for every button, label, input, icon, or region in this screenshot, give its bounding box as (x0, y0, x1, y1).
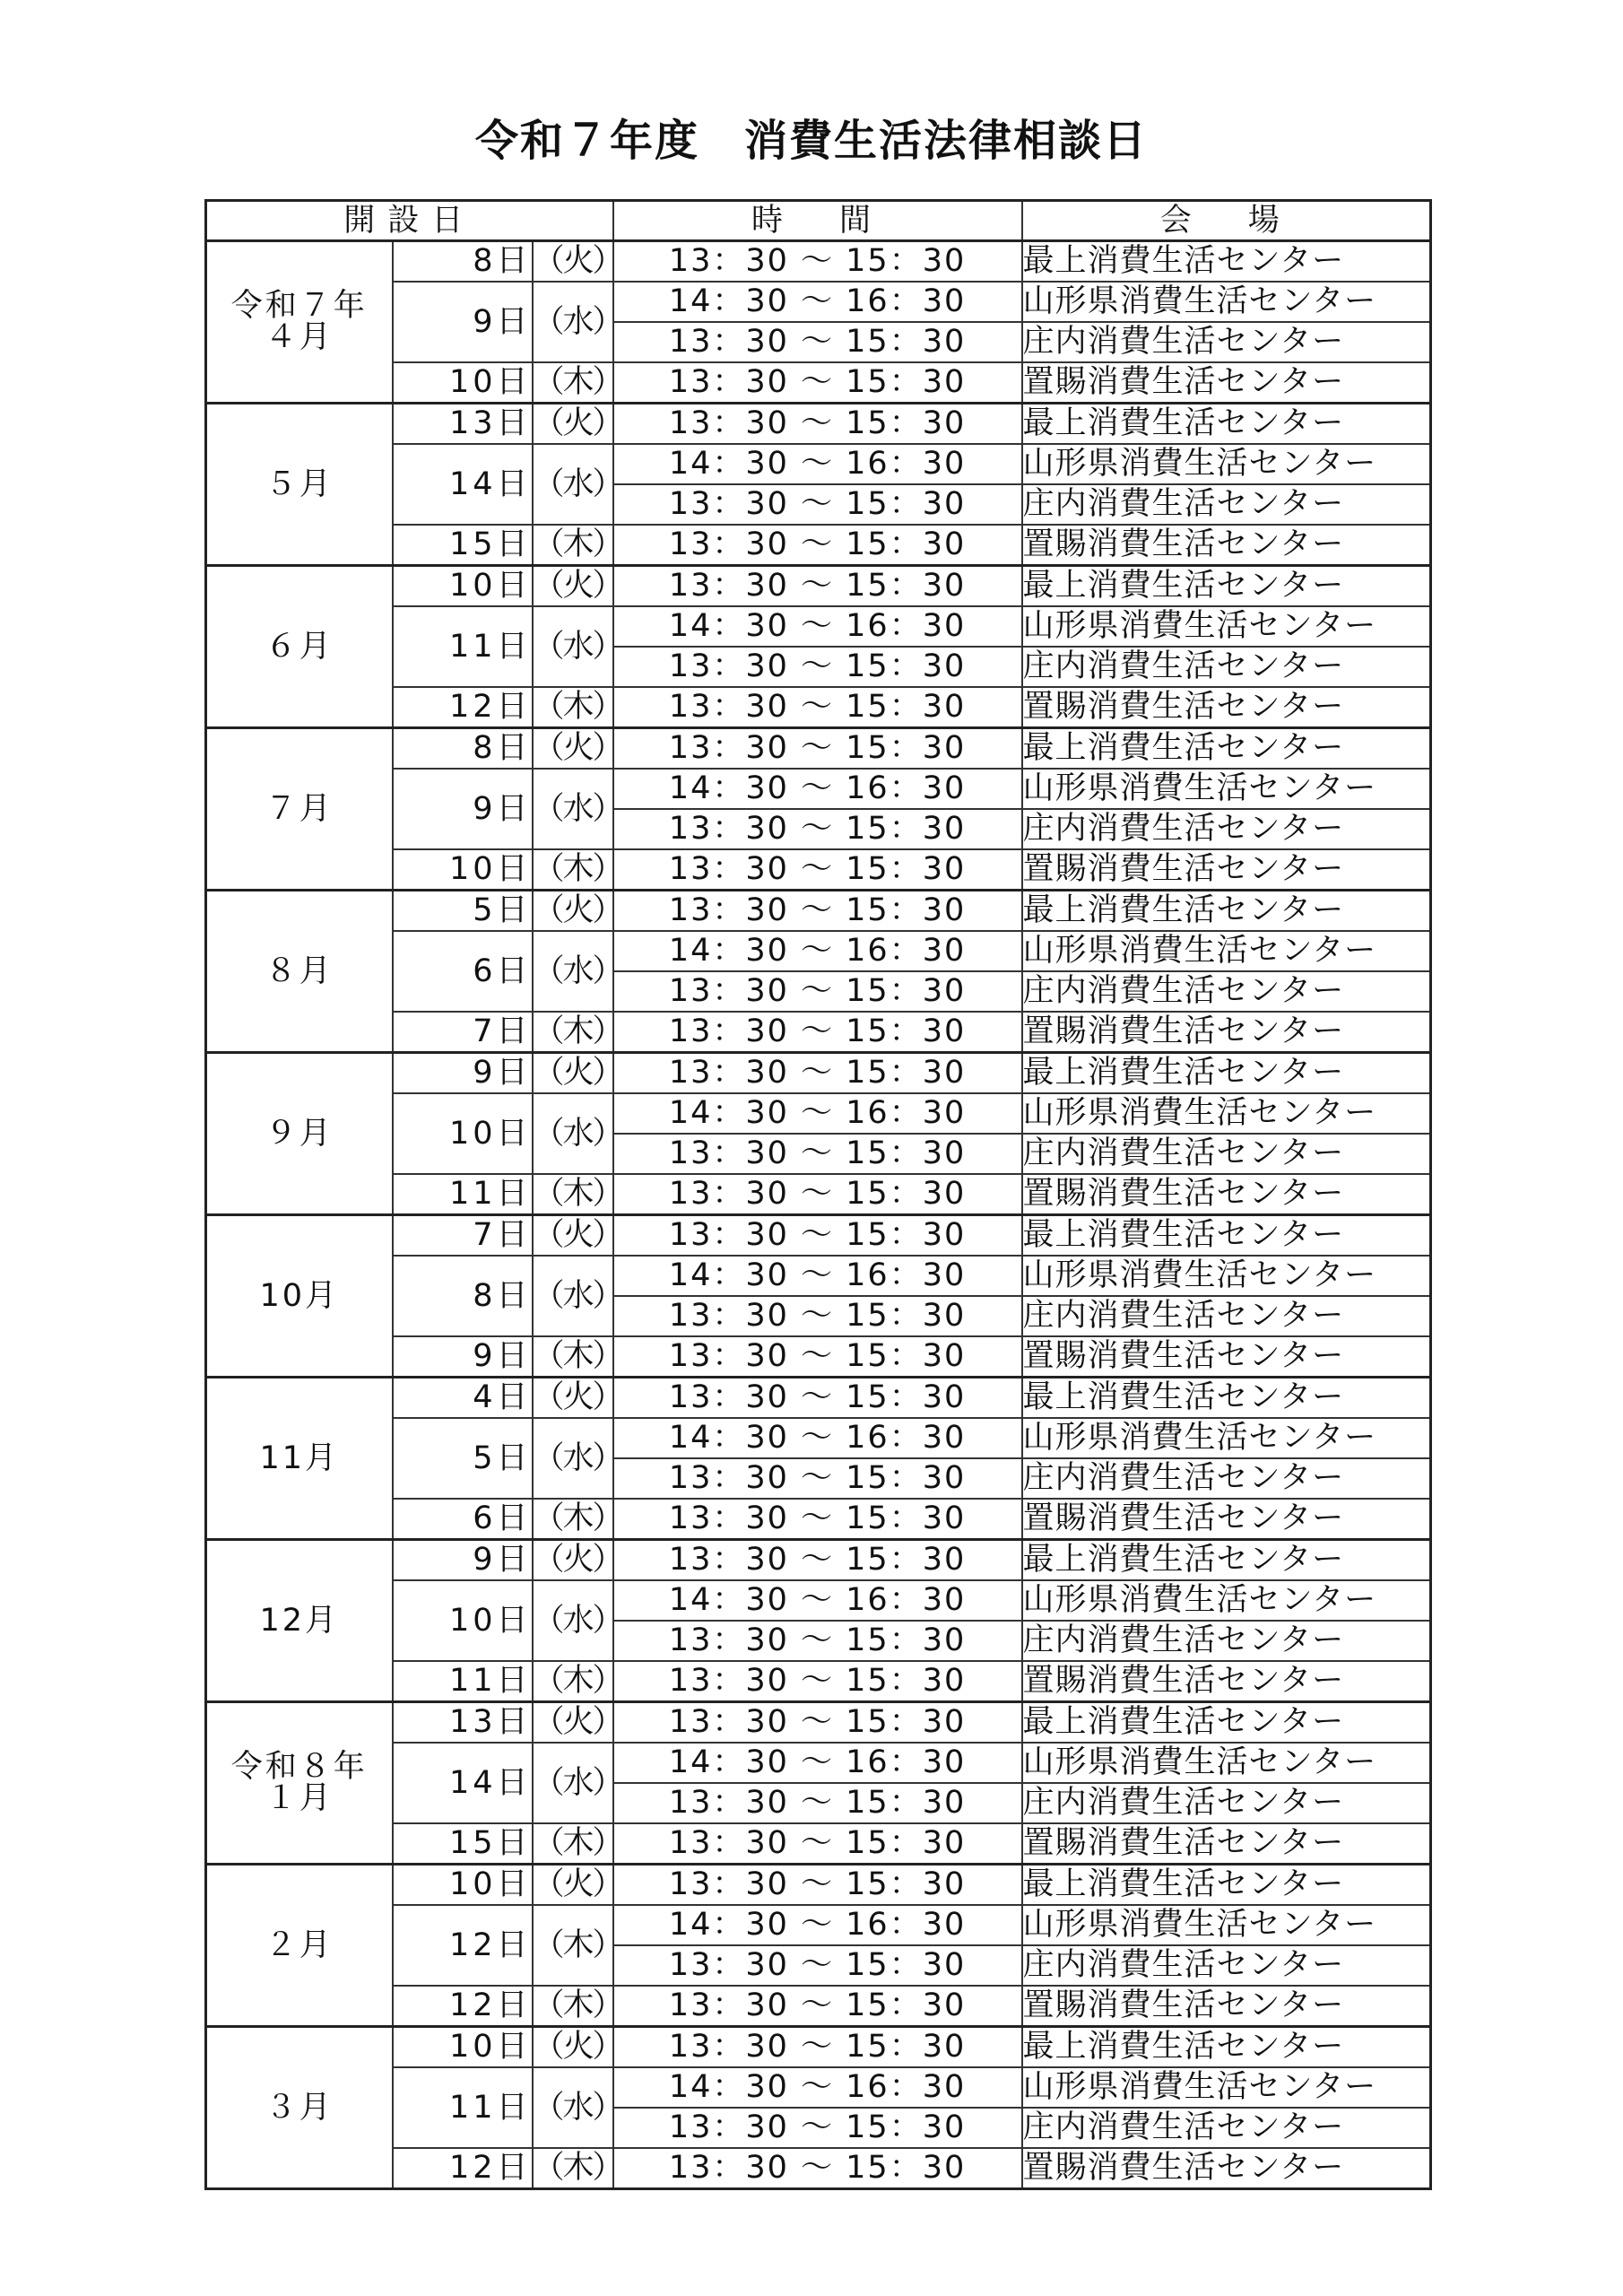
weekday-cell: （木） (533, 2148, 613, 2189)
time-cell: 13：30 ～ 15：30 (613, 1823, 1022, 1865)
time-cell: 13：30 ～ 15：30 (613, 566, 1022, 607)
day-cell: 12日 (393, 1986, 533, 2027)
day-cell: 9日 (393, 282, 533, 362)
venue-cell: 最上消費生活センター (1022, 728, 1431, 770)
day-cell: 13日 (393, 1702, 533, 1744)
day-cell: 4日 (393, 1378, 533, 1419)
time-cell: 13：30 ～ 15：30 (613, 404, 1022, 445)
month-label: ９月 (206, 1053, 393, 1215)
schedule-body (206, 241, 1431, 2189)
time-cell: 13：30 ～ 15：30 (613, 525, 1022, 566)
time-cell: 13：30 ～ 15：30 (613, 1621, 1022, 1661)
weekday-cell: （水） (533, 1743, 613, 1823)
time-cell: 13：30 ～ 15：30 (613, 687, 1022, 728)
table-row (206, 1053, 1431, 1094)
day-cell: 11日 (393, 606, 533, 687)
weekday-cell: （火） (533, 1540, 613, 1581)
venue-cell: 庄内消費生活センター (1022, 1621, 1431, 1661)
month-label: ２月 (206, 1865, 393, 2027)
day-cell: 12日 (393, 1905, 533, 1986)
weekday-cell: （火） (533, 2027, 613, 2068)
weekday-cell: （火） (533, 566, 613, 607)
venue-cell: 最上消費生活センター (1022, 1053, 1431, 1094)
venue-cell: 山形県消費生活センター (1022, 444, 1431, 484)
day-cell: 15日 (393, 525, 533, 566)
weekday-cell: （水） (533, 769, 613, 849)
weekday-cell: （水） (533, 931, 613, 1012)
day-cell: 10日 (393, 1865, 533, 1906)
venue-cell: 置賜消費生活センター (1022, 1823, 1431, 1865)
month-label: ７月 (206, 728, 393, 891)
venue-cell: 山形県消費生活センター (1022, 1093, 1431, 1134)
time-cell: 14：30 ～ 16：30 (613, 1905, 1022, 1945)
venue-cell: 置賜消費生活センター (1022, 1661, 1431, 1702)
time-cell: 13：30 ～ 15：30 (613, 1174, 1022, 1215)
venue-cell: 置賜消費生活センター (1022, 362, 1431, 404)
weekday-cell: （木） (533, 1499, 613, 1540)
weekday-cell: （火） (533, 241, 613, 283)
header-date: 開設日 (206, 201, 613, 241)
time-cell: 14：30 ～ 16：30 (613, 1093, 1022, 1134)
weekday-cell: （木） (533, 362, 613, 404)
table-row (206, 566, 1431, 607)
venue-cell: 山形県消費生活センター (1022, 1418, 1431, 1458)
time-cell: 13：30 ～ 15：30 (613, 1661, 1022, 1702)
venue-cell: 庄内消費生活センター (1022, 1458, 1431, 1499)
day-cell: 6日 (393, 931, 533, 1012)
day-cell: 9日 (393, 769, 533, 849)
table-row (206, 1702, 1431, 1744)
time-cell: 13：30 ～ 15：30 (613, 1378, 1022, 1419)
time-cell: 14：30 ～ 16：30 (613, 931, 1022, 971)
weekday-cell: （木） (533, 1661, 613, 1702)
time-cell: 13：30 ～ 15：30 (613, 1053, 1022, 1094)
time-cell: 14：30 ～ 16：30 (613, 606, 1022, 647)
venue-cell: 山形県消費生活センター (1022, 1580, 1431, 1621)
weekday-cell: （火） (533, 1865, 613, 1906)
day-cell: 14日 (393, 444, 533, 525)
venue-cell: 山形県消費生活センター (1022, 2067, 1431, 2108)
day-cell: 10日 (393, 1093, 533, 1174)
time-cell: 13：30 ～ 15：30 (613, 728, 1022, 770)
venue-cell: 庄内消費生活センター (1022, 1134, 1431, 1174)
table-row (206, 1540, 1431, 1581)
day-cell: 10日 (393, 362, 533, 404)
weekday-cell: （木） (533, 1336, 613, 1378)
time-cell: 13：30 ～ 15：30 (613, 322, 1022, 362)
weekday-cell: （木） (533, 849, 613, 891)
venue-cell: 庄内消費生活センター (1022, 484, 1431, 525)
weekday-cell: （火） (533, 728, 613, 770)
month-label: 令和７年 ４月 (206, 241, 393, 404)
weekday-cell: （水） (533, 1418, 613, 1499)
table-row (206, 2027, 1431, 2068)
time-cell: 13：30 ～ 15：30 (613, 1945, 1022, 1986)
day-cell: 5日 (393, 891, 533, 932)
month-label: 11月 (206, 1378, 393, 1540)
time-cell: 13：30 ～ 15：30 (613, 1458, 1022, 1499)
weekday-cell: （木） (533, 1823, 613, 1865)
weekday-cell: （火） (533, 1702, 613, 1744)
weekday-cell: （水） (533, 282, 613, 362)
time-cell: 14：30 ～ 16：30 (613, 444, 1022, 484)
day-cell: 9日 (393, 1053, 533, 1094)
day-cell: 11日 (393, 2067, 533, 2148)
day-cell: 11日 (393, 1174, 533, 1215)
venue-cell: 置賜消費生活センター (1022, 2148, 1431, 2189)
weekday-cell: （火） (533, 891, 613, 932)
day-cell: 6日 (393, 1499, 533, 1540)
venue-cell: 庄内消費生活センター (1022, 322, 1431, 362)
time-cell: 13：30 ～ 15：30 (613, 1296, 1022, 1336)
venue-cell: 最上消費生活センター (1022, 1378, 1431, 1419)
venue-cell: 庄内消費生活センター (1022, 1783, 1431, 1823)
venue-cell: 最上消費生活センター (1022, 241, 1431, 283)
day-cell: 15日 (393, 1823, 533, 1865)
time-cell: 14：30 ～ 16：30 (613, 1418, 1022, 1458)
time-cell: 13：30 ～ 15：30 (613, 2108, 1022, 2148)
venue-cell: 置賜消費生活センター (1022, 687, 1431, 728)
weekday-cell: （水） (533, 2067, 613, 2148)
time-cell: 13：30 ～ 15：30 (613, 809, 1022, 849)
table-row (206, 1215, 1431, 1257)
time-cell: 13：30 ～ 15：30 (613, 647, 1022, 687)
month-label: ６月 (206, 566, 393, 728)
weekday-cell: （水） (533, 1580, 613, 1661)
day-cell: 9日 (393, 1336, 533, 1378)
month-label: ３月 (206, 2027, 393, 2189)
day-cell: 13日 (393, 404, 533, 445)
table-row (206, 1865, 1431, 1906)
time-cell: 13：30 ～ 15：30 (613, 1986, 1022, 2027)
time-cell: 13：30 ～ 15：30 (613, 1499, 1022, 1540)
weekday-cell: （木） (533, 1905, 613, 1986)
venue-cell: 最上消費生活センター (1022, 1215, 1431, 1257)
venue-cell: 山形県消費生活センター (1022, 282, 1431, 322)
venue-cell: 庄内消費生活センター (1022, 1945, 1431, 1986)
day-cell: 7日 (393, 1012, 533, 1053)
venue-cell: 山形県消費生活センター (1022, 1905, 1431, 1945)
consultation-schedule-table (204, 199, 1432, 2190)
day-cell: 14日 (393, 1743, 533, 1823)
time-cell: 13：30 ～ 15：30 (613, 1865, 1022, 1906)
time-cell: 14：30 ～ 16：30 (613, 1256, 1022, 1296)
venue-cell: 山形県消費生活センター (1022, 931, 1431, 971)
weekday-cell: （木） (533, 687, 613, 728)
time-cell: 13：30 ～ 15：30 (613, 849, 1022, 891)
weekday-cell: （水） (533, 606, 613, 687)
header-venue: 会 場 (1022, 201, 1431, 241)
venue-cell: 庄内消費生活センター (1022, 971, 1431, 1012)
day-cell: 10日 (393, 849, 533, 891)
weekday-cell: （水） (533, 1093, 613, 1174)
venue-cell: 最上消費生活センター (1022, 2027, 1431, 2068)
table-row (206, 728, 1431, 770)
time-cell: 13：30 ～ 15：30 (613, 1215, 1022, 1257)
venue-cell: 置賜消費生活センター (1022, 1499, 1431, 1540)
day-cell: 10日 (393, 566, 533, 607)
day-cell: 12日 (393, 2148, 533, 2189)
time-cell: 13：30 ～ 15：30 (613, 891, 1022, 932)
time-cell: 13：30 ～ 15：30 (613, 1012, 1022, 1053)
month-label: 10月 (206, 1215, 393, 1378)
time-cell: 13：30 ～ 15：30 (613, 2148, 1022, 2189)
venue-cell: 山形県消費生活センター (1022, 606, 1431, 647)
day-cell: 11日 (393, 1661, 533, 1702)
venue-cell: 置賜消費生活センター (1022, 849, 1431, 891)
venue-cell: 置賜消費生活センター (1022, 1174, 1431, 1215)
month-label: ８月 (206, 891, 393, 1053)
table-row (206, 241, 1431, 283)
table-row (206, 404, 1431, 445)
weekday-cell: （水） (533, 444, 613, 525)
venue-cell: 山形県消費生活センター (1022, 1256, 1431, 1296)
venue-cell: 庄内消費生活センター (1022, 809, 1431, 849)
day-cell: 8日 (393, 1256, 533, 1336)
weekday-cell: （火） (533, 1215, 613, 1257)
venue-cell: 最上消費生活センター (1022, 1702, 1431, 1744)
table-header-row (206, 201, 1431, 241)
venue-cell: 置賜消費生活センター (1022, 525, 1431, 566)
month-label: ５月 (206, 404, 393, 566)
time-cell: 13：30 ～ 15：30 (613, 241, 1022, 283)
venue-cell: 最上消費生活センター (1022, 1865, 1431, 1906)
time-cell: 14：30 ～ 16：30 (613, 769, 1022, 809)
day-cell: 9日 (393, 1540, 533, 1581)
day-cell: 7日 (393, 1215, 533, 1257)
weekday-cell: （木） (533, 1174, 613, 1215)
time-cell: 14：30 ～ 16：30 (613, 1580, 1022, 1621)
day-cell: 8日 (393, 241, 533, 283)
table-row (206, 891, 1431, 932)
weekday-cell: （火） (533, 1053, 613, 1094)
time-cell: 14：30 ～ 16：30 (613, 1743, 1022, 1783)
day-cell: 10日 (393, 2027, 533, 2068)
time-cell: 13：30 ～ 15：30 (613, 1783, 1022, 1823)
month-label: 令和８年 １月 (206, 1702, 393, 1865)
weekday-cell: （火） (533, 404, 613, 445)
weekday-cell: （木） (533, 1986, 613, 2027)
day-cell: 8日 (393, 728, 533, 770)
time-cell: 13：30 ～ 15：30 (613, 1336, 1022, 1378)
time-cell: 13：30 ～ 15：30 (613, 484, 1022, 525)
time-cell: 13：30 ～ 15：30 (613, 2027, 1022, 2068)
time-cell: 14：30 ～ 16：30 (613, 2067, 1022, 2108)
venue-cell: 最上消費生活センター (1022, 566, 1431, 607)
venue-cell: 山形県消費生活センター (1022, 1743, 1431, 1783)
venue-cell: 庄内消費生活センター (1022, 1296, 1431, 1336)
venue-cell: 置賜消費生活センター (1022, 1336, 1431, 1378)
month-label: 12月 (206, 1540, 393, 1702)
table-row (206, 1378, 1431, 1419)
page-title: 令和７年度 消費生活法律相談日 (474, 116, 1148, 166)
venue-cell: 最上消費生活センター (1022, 1540, 1431, 1581)
time-cell: 13：30 ～ 15：30 (613, 1134, 1022, 1174)
venue-cell: 最上消費生活センター (1022, 404, 1431, 445)
venue-cell: 山形県消費生活センター (1022, 769, 1431, 809)
time-cell: 14：30 ～ 16：30 (613, 282, 1022, 322)
venue-cell: 庄内消費生活センター (1022, 2108, 1431, 2148)
day-cell: 5日 (393, 1418, 533, 1499)
venue-cell: 最上消費生活センター (1022, 891, 1431, 932)
header-time: 時 間 (613, 201, 1022, 241)
weekday-cell: （火） (533, 1378, 613, 1419)
weekday-cell: （木） (533, 525, 613, 566)
time-cell: 13：30 ～ 15：30 (613, 1702, 1022, 1744)
venue-cell: 置賜消費生活センター (1022, 1986, 1431, 2027)
day-cell: 10日 (393, 1580, 533, 1661)
time-cell: 13：30 ～ 15：30 (613, 971, 1022, 1012)
venue-cell: 庄内消費生活センター (1022, 647, 1431, 687)
venue-cell: 置賜消費生活センター (1022, 1012, 1431, 1053)
day-cell: 12日 (393, 687, 533, 728)
time-cell: 13：30 ～ 15：30 (613, 1540, 1022, 1581)
weekday-cell: （木） (533, 1012, 613, 1053)
weekday-cell: （水） (533, 1256, 613, 1336)
time-cell: 13：30 ～ 15：30 (613, 362, 1022, 404)
